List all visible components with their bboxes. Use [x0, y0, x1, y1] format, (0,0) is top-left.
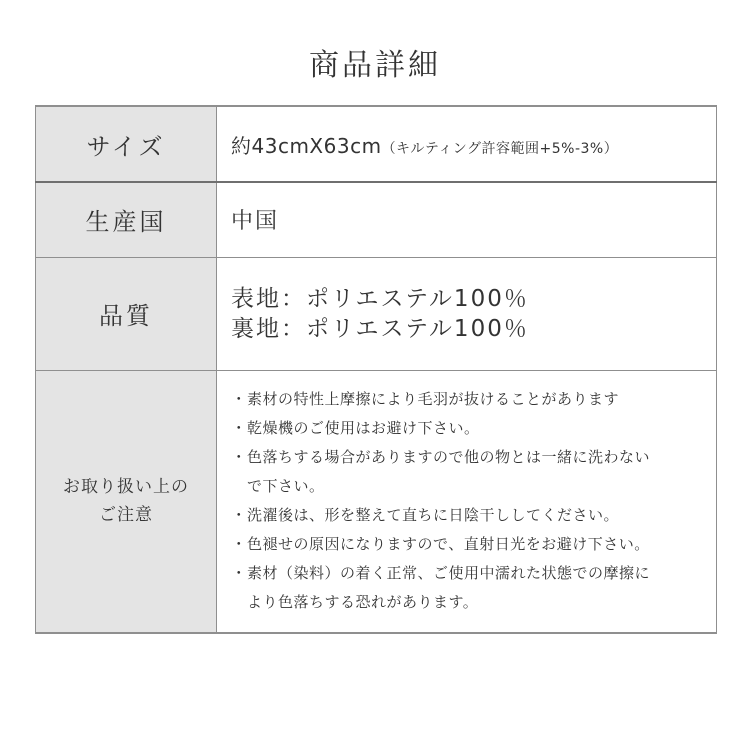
quality-row	[36, 257, 717, 370]
care-note-text: 素材の特性上摩擦により毛羽が抜けることがあります	[247, 390, 620, 409]
bullet: ・	[231, 564, 247, 583]
list-item	[231, 443, 716, 501]
care-note-text: 洗濯後は、形を整えて直ちに日陰干ししてください。	[247, 506, 620, 525]
list-item	[231, 414, 716, 443]
list-item	[231, 559, 716, 617]
bullet: ・	[231, 390, 247, 409]
bullet: ・	[231, 535, 247, 554]
size-label: サイズ	[36, 106, 217, 182]
bullet: ・	[231, 419, 247, 438]
care-label-cell	[36, 370, 217, 633]
care-notes-list	[231, 385, 716, 617]
origin-row	[36, 182, 717, 257]
care-notes-cell	[217, 370, 717, 633]
quality-value-cell	[217, 257, 717, 370]
care-row	[36, 370, 717, 633]
origin-value-cell	[217, 182, 717, 257]
origin-value: 中国	[231, 209, 280, 235]
size-row	[36, 106, 717, 182]
list-item	[231, 501, 716, 530]
quality-outer-material: 表地：ポリエステル100％	[231, 285, 529, 312]
size-value: 約43cmX63cm	[231, 133, 382, 158]
care-note-text: 色落ちする場合がありますので他の物とは一緒に洗わない	[247, 448, 651, 467]
care-note-text-continued: で下さい。	[247, 477, 325, 496]
quality-label: 品質	[36, 257, 217, 370]
list-item	[231, 385, 716, 414]
page-title: 商品詳細	[309, 48, 441, 83]
size-tolerance-note: （キルティング許容範囲+5%-3%）	[381, 140, 619, 157]
bullet: ・	[231, 448, 247, 467]
care-note-text: 色褪せの原因になりますので、直射日光をお避け下さい。	[247, 535, 650, 554]
origin-label: 生産国	[36, 182, 217, 257]
list-item	[231, 530, 716, 559]
care-note-text-continued: より色落ちする恐れがあります。	[247, 593, 479, 612]
quality-lining-material: 裏地：ポリエステル100％	[231, 315, 529, 342]
bullet: ・	[231, 506, 247, 525]
care-note-text: 素材（染料）の着く正常、ご使用中濡れた状態での摩擦に	[247, 564, 651, 583]
care-label-line1: お取り扱い上の	[63, 477, 189, 498]
care-label-line2: ご注意	[99, 505, 153, 526]
product-detail-table	[35, 105, 717, 634]
size-value-cell	[217, 106, 717, 182]
care-note-text: 乾燥機のご使用はお避け下さい。	[247, 419, 480, 438]
